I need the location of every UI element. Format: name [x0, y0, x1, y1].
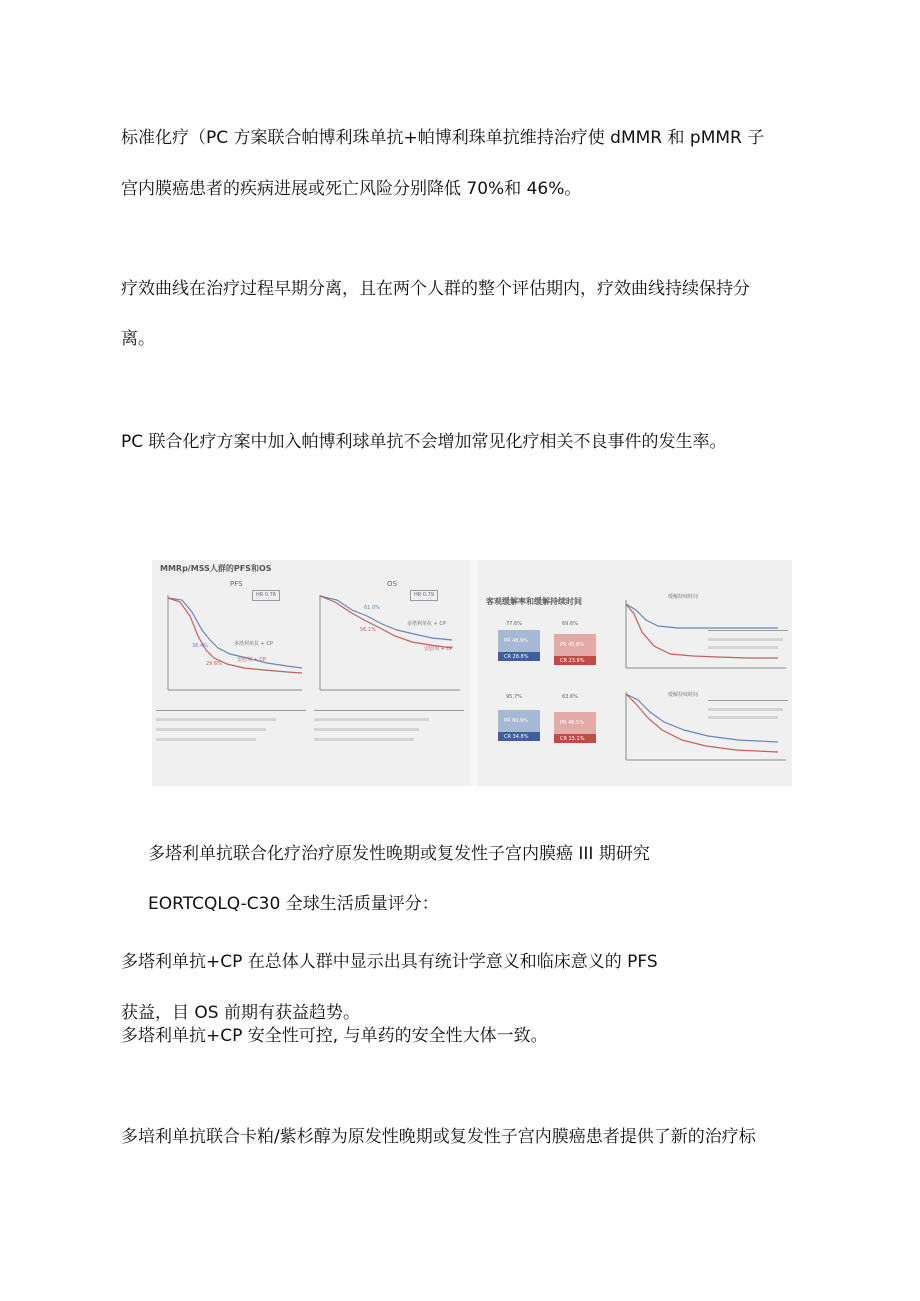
os-arm-placebo: 安慰剂 + CP [424, 646, 453, 652]
table-row [314, 718, 429, 721]
dor-curves [478, 560, 792, 786]
table-row [708, 708, 783, 711]
bar-cr-label: CR 23.9% [560, 658, 585, 664]
bar-pr-label: PR 45.8% [560, 642, 584, 648]
table-row [708, 716, 778, 719]
os-arm-combo: 多塔利单抗 + CP [407, 621, 446, 627]
km-curves [152, 560, 470, 786]
orr-bot-left: 95.7% [506, 694, 522, 700]
figure-caption: EORTCQLQ-C30 全球生活质量评分： [148, 894, 439, 914]
paragraph: 多培利单抗联合卡粕/紫杉醇为原发性晚期或复发性子宫内膜癌患者提供了新的治疗标 [121, 1127, 756, 1147]
orr-bot-right: 63.6% [562, 694, 578, 700]
table-rule [156, 710, 306, 711]
bar-cr-label: CR 28.8% [504, 654, 529, 660]
dor-label-2: 缓解持续时间 [668, 692, 699, 698]
study-figure [152, 560, 792, 786]
table-rule [708, 630, 788, 631]
paragraph: PC 联合化疗方案中加入帕博利球单抗不会增加常见化疗相关不良事件的发生率。 [121, 432, 727, 452]
orr-dor-panel [478, 560, 792, 786]
pfs-os-panel [152, 560, 470, 786]
bar-pr-label: PR 48.5% [560, 720, 584, 726]
paragraph: 获益，目 OS 前期有获益趋势。 [121, 1003, 360, 1023]
figure-caption: 多塔利单抗联合化疗治疗原发性晚期或复发性子宫内膜癌 III 期研究 [148, 844, 650, 864]
table-row [156, 738, 256, 741]
os-percent-top: 61.0% [364, 605, 380, 611]
bar-pr-label: PR 48.9% [504, 638, 528, 644]
orr-top-left: 77.6% [506, 621, 522, 627]
table-rule [314, 710, 464, 711]
pfs-label: PFS [230, 580, 243, 588]
pfs-arm-combo: 多塔利单抗 + CP [234, 641, 273, 647]
paragraph: 离。 [121, 329, 155, 349]
paragraph: 多塔利单抗+CP 安全性可控, 与单药的安全性大体一致。 [121, 1026, 548, 1046]
paragraph: 疗效曲线在治疗过程早期分离，且在两个人群的整个评估期内，疗效曲线持续保持分 [121, 279, 750, 299]
orr-top-right: 69.6% [562, 621, 578, 627]
pfs-arm-placebo: 安慰剂 + CP [237, 657, 266, 663]
table-row [156, 728, 266, 731]
dor-label-1: 缓解持续时间 [668, 594, 699, 600]
bar-cr-label: CR 15.1% [560, 736, 585, 742]
os-label: OS [387, 580, 397, 588]
paragraph: 标准化疗（PC 方案联合帕博利珠单抗+帕博利珠单抗维持治疗使 dMMR 和 pMMR 子 [121, 128, 765, 148]
right-panel-title: 客观缓解率和缓解持续时间 [486, 597, 582, 606]
left-panel-title: MMRp/MSS人群的PFS和OS [160, 564, 272, 573]
paragraph: 多塔利单抗+CP 在总体人群中显示出具有统计学意义和临床意义的 PFS [121, 952, 658, 972]
pfs-hr-box: HR 0.76 [252, 590, 280, 601]
pfs-percent-bot: 29.6% [206, 661, 222, 667]
pfs-percent-top: 38.4% [192, 643, 208, 649]
paragraph: 宫内膜癌患者的疾病进展或死亡风险分别降低 70%和 46%。 [121, 179, 582, 199]
bar-pr-label: PR 60.9% [504, 718, 528, 724]
table-row [314, 728, 419, 731]
table-row [708, 638, 783, 641]
table-row [314, 738, 414, 741]
table-row [708, 646, 778, 649]
table-rule [708, 700, 788, 701]
table-row [156, 718, 276, 721]
bar-cr-label: CR 34.8% [504, 734, 529, 740]
os-hr-box: HR 0.79 [410, 590, 438, 601]
os-percent-bot: 56.1% [360, 627, 376, 633]
